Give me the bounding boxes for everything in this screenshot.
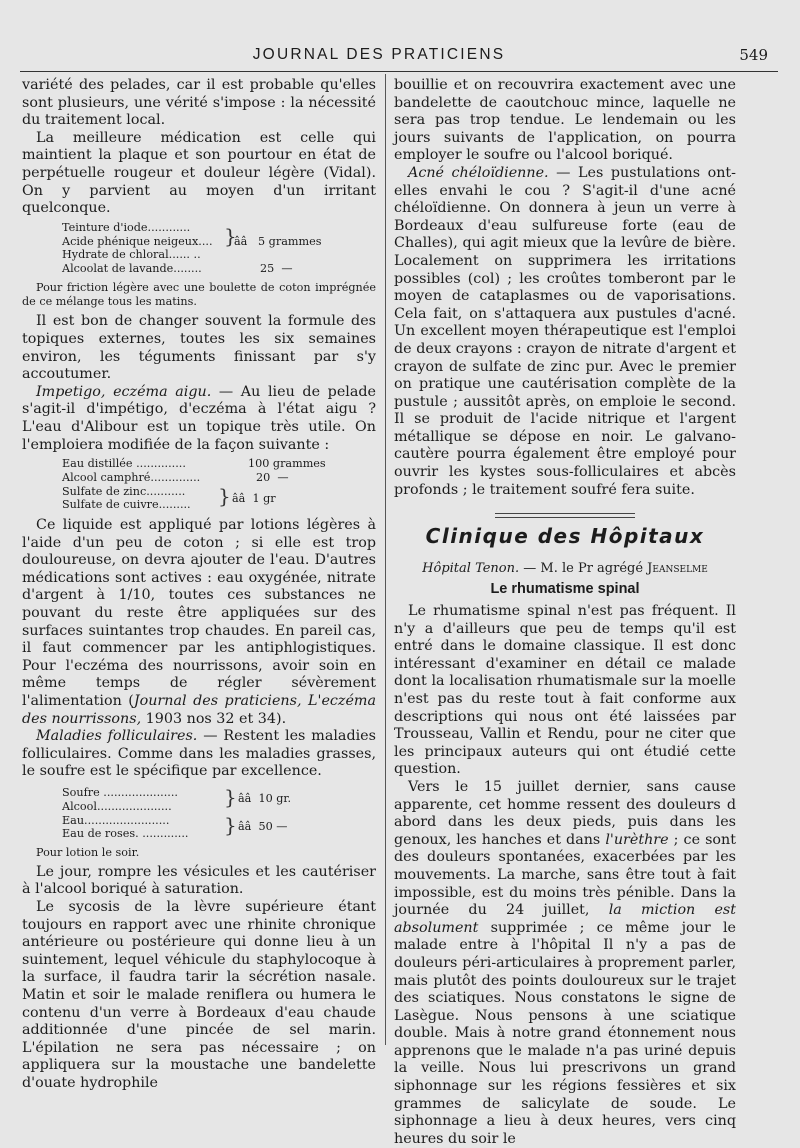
paragraph-text: — Au lieu de pelade s'agit-il d'impétigo, d'eczéma à l'état aigu ? L'eau d'Alibour est un topique très utile. On l'emploiera modifiée de la façon suivante : <box>22 383 376 453</box>
paragraph-text: Vers le 15 juillet dernier, sans cause apparente, cet homme ressent des douleurs d abord dans les deux pieds, puis dans les genoux, les hanches et dans <box>394 778 736 848</box>
prescription-note: Pour friction légère avec une boulette de coton imprégnée de ce mélange tous les matins. <box>22 280 376 308</box>
ingredient: Sulfate de zinc........... <box>62 484 186 498</box>
dose: ââ 1 gr <box>232 492 276 506</box>
paragraph: Le rhumatisme spinal n'est pas fréquent. Il n'y a d'ailleurs que peu de temps qu'il est entré dans le domaine classique. Il est donc intéressant d'examiner en détail ce malade dont la localisation rhumatismale sur la moelle n'est pas du reste tout à fait conforme aux descriptions qui nous ont été laissées par Trousseau, Vallin et Rendu, pour ne citer que les principaux auteurs qui ont étudié cette question. <box>394 603 736 778</box>
left-column <box>22 77 376 1093</box>
emphasis: la miction est absolument <box>394 902 736 936</box>
paragraph-text: 1903 nos 32 et 34). <box>141 710 287 727</box>
paragraph-text: supprimée ; ce même jour le malade entre à l'hôpital Il n'y a pas de douleurs péri-articulaires à proprement parler, mais plutôt des points douloureux sur le trajet des sciatiques. Nous constatons le signe de Lasègue. Nous pensons à une sciatique double. Mais à notre grand étonnement nous apprenons que le malade n'a pas uriné depuis la veille. Nous lui prescrivons un grand siphonnage sur les régions fessières et six grammes de salicylate de soude. Le siphonnage a lieu à deux heures, vers cinq heures du soir le <box>394 919 736 1147</box>
ingredient: Acide phénique neigeux.... <box>62 234 213 248</box>
citation: Journal des praticiens, L'eczéma des nourrissons, <box>22 693 376 727</box>
paragraph: Le jour, rompre les vésicules et les cautériser à l'alcool boriqué à saturation. <box>22 863 376 898</box>
paragraph-text: — Restent les maladies folliculaires. Comme dans les maladies grasses, le soufre est le spécifique par excellence. <box>22 728 376 780</box>
paragraph: Le sycosis de la lèvre supérieure étant toujours en rapport avec une rhinite chronique antérieure ou postérieure qui donne lieu à un suintement, lequel véhicule du staphylocoque à la surface, il faudra tarir la sécrétion nasale. Matin et soir le malade reniflera ou humera le contenu d'un verre à Bordeaux d'eau chaude additionnée d'une pincée de sel marin. L'épilation ne sera pas nécessaire ; on appliquera sur la moustache une bandelette d'ouate hydrophile <box>22 898 376 1091</box>
dose: ââ 10 gr. <box>238 792 292 805</box>
article-title: Le rhumatisme spinal <box>490 581 640 598</box>
paragraph: La meilleure médication est celle qui maintient la plaque et son pourtour en état de perpétuelle rougeur et douleur légère (Vidal). On y parvient au moyen d'un irritant quelconque. <box>22 129 376 217</box>
brace: } <box>224 813 237 837</box>
ingredient: Teinture d'iode............ <box>62 220 191 234</box>
brace: } <box>224 785 237 809</box>
dose: 25 — <box>260 262 293 276</box>
dose: 100 grammes <box>248 457 326 471</box>
ingredient: Alcoolat de lavande........ <box>62 262 202 276</box>
dose: ââ 5 grammes <box>234 234 322 248</box>
emphasis: l'urèthre <box>605 831 669 848</box>
subheading: Acné chéloïdienne. <box>408 164 549 181</box>
dose: 20 — <box>256 470 289 484</box>
ingredient: Alcool camphré.............. <box>62 470 201 484</box>
hospital-byline <box>394 560 736 578</box>
hospital-name: Hôpital Tenon. <box>422 560 520 576</box>
paragraph: variété des pelades, car il est probable qu'elles sont plusieurs, une vérité s'impose : la nécessité du traitement local. <box>22 77 376 129</box>
ingredient: Alcool..................... <box>62 799 172 813</box>
subheading: Impetigo, eczéma aigu. <box>36 383 212 400</box>
author-name: Jeanselme <box>647 560 708 576</box>
paragraph <box>22 384 376 454</box>
paragraph: bouillie et on recouvrira exactement avec une bandelette de caoutchouc mince, laquelle ne sera pas trop tendue. Le lendemain ou les jours suivants de l'application, on pourra employer le soufre ou l'alcool boriqué. <box>394 77 736 164</box>
prescription-formula <box>22 457 376 515</box>
paragraph <box>394 779 736 1148</box>
ingredient: Eau de roses. ............. <box>62 827 189 841</box>
section-heading: Clinique des Hôpitaux <box>425 524 705 549</box>
paragraph-text: — Les pustulations ont-elles envahi le cou ? S'agit-il d'une acné chéloïdienne. On donnera à jeun un verre à Bordeaux d'eau sulfureuse forte (eau de Challes), qui agit mieux que la levûre de bière. Localement on supprimera les irritations possibles (col) ; les croûtes tomberont par le moyen de cataplasmes ou de vaporisations. Cela fait, on s'attaquera aux pustules d'acné. Un excellent moyen thérapeutique est l'emploi de deux crayons : crayon de nitrate d'argent et crayon de sulfate de zinc pur. Avec le premier on pratique une cautérisation complète de la pustule ; aussitôt après, on emploie le second. Il se produit de l'acide nitrique et l'argent métallique se dépose en noir. Le galvano-cautère pourra également être employé pour ouvrir les kystes sous-folliculaires et abcès profonds ; le traitement soufré fera suite. <box>394 164 736 498</box>
dose: ââ 50 — <box>238 820 288 833</box>
paragraph-text: Ce liquide est appliqué par lotions légères à l'aide d'un peu de coton ; si elle est trop douloureuse, on devra ajouter de l'eau. D'autres médications sont actives : eau oxygénée, nitrate d'argent à 1/10, toutes ces substances ne pouvant du reste être appliquées sur des surfaces suintantes trop chaudes. En pareil cas, il faut commencer par les antiphlogistiques. Pour l'eczéma des nourrissons, avoir soin en même temps de régler sévèrement l'alimentation ( <box>22 517 376 710</box>
page-number: 549 <box>739 46 768 64</box>
header-rule <box>20 71 778 72</box>
paragraph: Il est bon de changer souvent la formule des topiques externes, toutes les six semaines environ, les téguments finissant par s'y accoutumer. <box>22 313 376 383</box>
paragraph <box>394 165 736 499</box>
column-divider <box>385 74 386 1045</box>
page-header <box>20 42 768 72</box>
ingredient: Soufre ..................... <box>62 786 178 799</box>
brace: } <box>218 484 231 509</box>
prescription-note: Pour lotion le soir. <box>36 846 140 859</box>
ingredient: Eau distillée .............. <box>62 457 186 471</box>
paragraph <box>22 517 376 728</box>
prescription-formula <box>22 221 376 279</box>
prescription-formula <box>22 786 376 844</box>
running-title: JOURNAL DES PRATICIENS <box>252 46 506 63</box>
ingredient: Hydrate de chloral...... .. <box>62 248 201 262</box>
brace: } <box>224 223 237 248</box>
paragraph <box>22 728 376 781</box>
ingredient: Eau........................ <box>62 813 170 827</box>
right-column <box>394 77 736 1148</box>
section-separator <box>495 513 635 518</box>
subheading: Maladies folliculaires. <box>36 728 198 745</box>
ingredient: Sulfate de cuivre......... <box>62 498 191 512</box>
paragraph-text: ; ce sont des douleurs spontanées, exacerbées par les mouvements. La marche, sans être tout à fait impossible, est du moins très pénible. Dans la journée du 24 juillet, <box>394 831 736 919</box>
byline-text: — M. le Pr agrégé <box>519 560 648 576</box>
